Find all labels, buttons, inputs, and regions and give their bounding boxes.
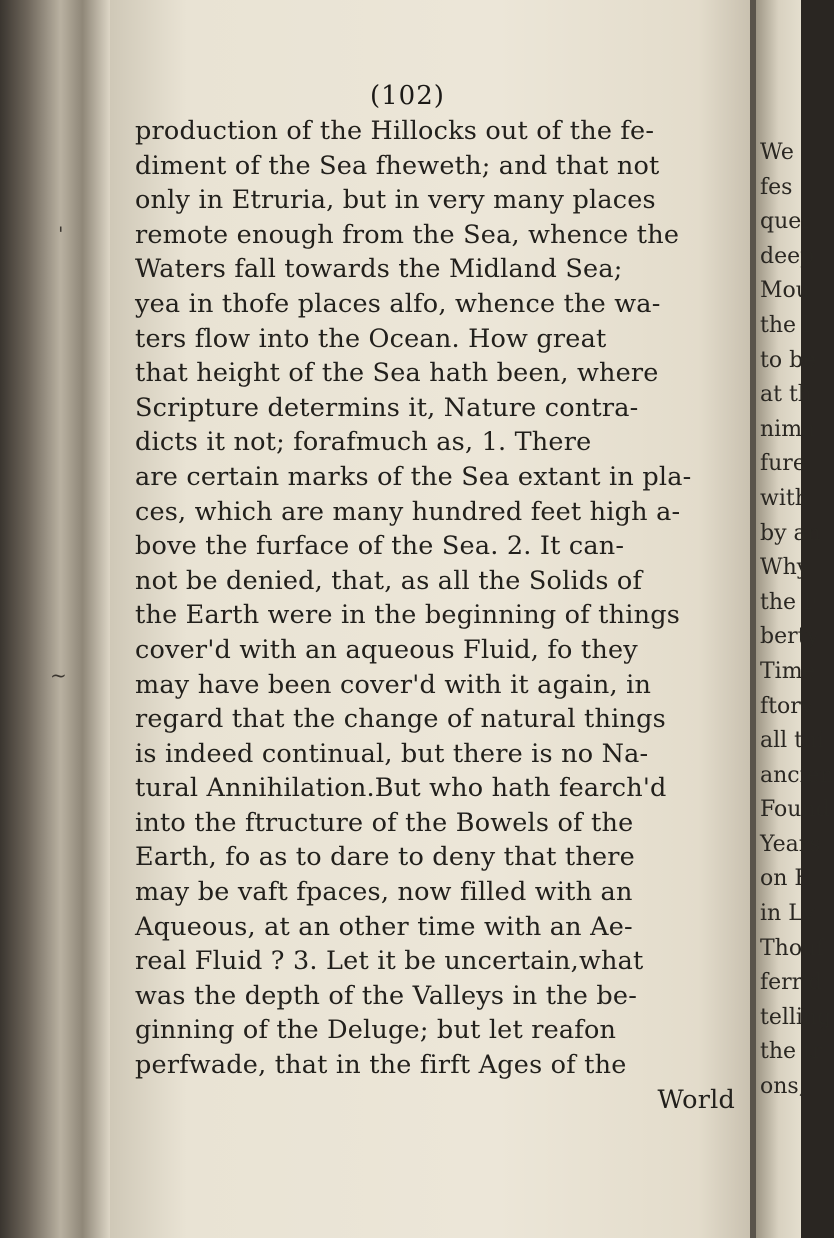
next-page-fragment: Thouf xyxy=(760,935,825,961)
next-page-fragment: We xyxy=(760,140,794,165)
next-page-fragment: Why xyxy=(760,555,810,581)
text-line: production of the Hillocks out of the fe- xyxy=(135,116,655,146)
next-page-fragment: ftory xyxy=(760,693,814,719)
text-line: World xyxy=(657,1084,735,1115)
next-page-fragment: ancien xyxy=(760,762,834,788)
text-line: Waters fall towards the Midland Sea; xyxy=(135,254,623,285)
next-page-fragment: Found xyxy=(760,797,830,823)
next-page-fragment: berty xyxy=(760,624,819,650)
text-line: real Fluid ? 3. Let it be uncertain,what xyxy=(135,946,644,977)
next-page-fragment: Time xyxy=(760,658,816,684)
text-line: Scripture determins it, Nature contra- xyxy=(135,392,639,423)
next-page-edge xyxy=(756,0,834,1238)
next-page-fragment: Mou xyxy=(760,278,810,304)
next-page-fragment: fure, xyxy=(760,451,813,477)
text-line: Aqueous, at an other time with an Ae- xyxy=(135,911,633,942)
next-page-fragment: in Ly xyxy=(760,901,815,927)
text-line: yea in thofe places alfo, whence the wa- xyxy=(135,288,661,319)
next-page-fragment: the F xyxy=(760,589,819,615)
next-page-fragment: nima xyxy=(760,416,816,442)
next-page-fragment: fes xyxy=(760,174,793,200)
text-line: that height of the Sea hath been, where xyxy=(135,358,659,389)
text-line: Earth, fo as to dare to deny that there xyxy=(135,842,635,873)
book-binding xyxy=(0,0,110,1238)
text-line: are certain marks of the Sea extant in pla- xyxy=(135,461,692,492)
text-line: was the depth of the Valleys in the be- xyxy=(135,980,638,1011)
next-page-fragment: the l xyxy=(760,312,811,338)
next-page-fragment: the tr xyxy=(760,1039,823,1065)
text-line: ters flow into the Ocean. How great xyxy=(135,323,607,354)
text-line: cover'd with an aqueous Fluid, fo they xyxy=(135,634,638,665)
margin-mark: ~ xyxy=(50,663,67,687)
next-page-fragment: ons, xyxy=(760,1074,806,1100)
text-line: the Earth were in the beginning of things xyxy=(135,600,681,631)
next-page-fragment: all thi xyxy=(760,728,825,754)
text-line: is indeed continual, but there is no Na- xyxy=(135,738,649,769)
text-line: remote enough from the Sea, whence the xyxy=(135,219,680,250)
text-line: tural Annihilation.But who hath fearch'd xyxy=(135,773,667,804)
margin-tick: ' xyxy=(58,222,64,246)
next-page-fragment: deep xyxy=(760,243,815,269)
text-line: dicts it not; forafmuch as, 1. There xyxy=(135,427,592,458)
text-line: perfwade, that in the firft Ages of the xyxy=(135,1050,627,1081)
next-page-fragment: ferr'd xyxy=(760,970,823,996)
text-line: may have been cover'd with it again, in xyxy=(135,669,652,700)
next-page-fragment: at th xyxy=(760,382,812,408)
next-page-fragment: with xyxy=(760,485,809,511)
text-line: into the ftructure of the Bowels of the xyxy=(135,807,634,838)
text-line: diment of the Sea fheweth; and that not xyxy=(135,150,660,181)
next-page-fragment: to be xyxy=(760,347,817,373)
text-line: not be denied, that, as all the Solids of xyxy=(135,565,643,596)
page-number: (102) xyxy=(370,81,445,111)
next-page-fragment: telling xyxy=(760,1004,832,1030)
next-page-fragment: by an xyxy=(760,520,821,546)
next-page-fragment: on H xyxy=(760,866,814,892)
next-page-fragments xyxy=(760,136,834,1105)
text-line: bove the furface of the Sea. 2. It can- xyxy=(135,531,625,562)
next-page-fragment: quer xyxy=(760,209,812,235)
next-page-fragment: Years xyxy=(760,831,821,857)
body-text xyxy=(135,114,735,1117)
text-line: regard that the change of natural things xyxy=(135,704,666,735)
text-line: ces, which are many hundred feet high a- xyxy=(135,496,681,527)
text-line: may be vaft fpaces, now filled with an xyxy=(135,877,633,908)
text-line: only in Etruria, but in very many places xyxy=(135,185,656,216)
text-line: ginning of the Deluge; but let reafon xyxy=(135,1015,617,1046)
